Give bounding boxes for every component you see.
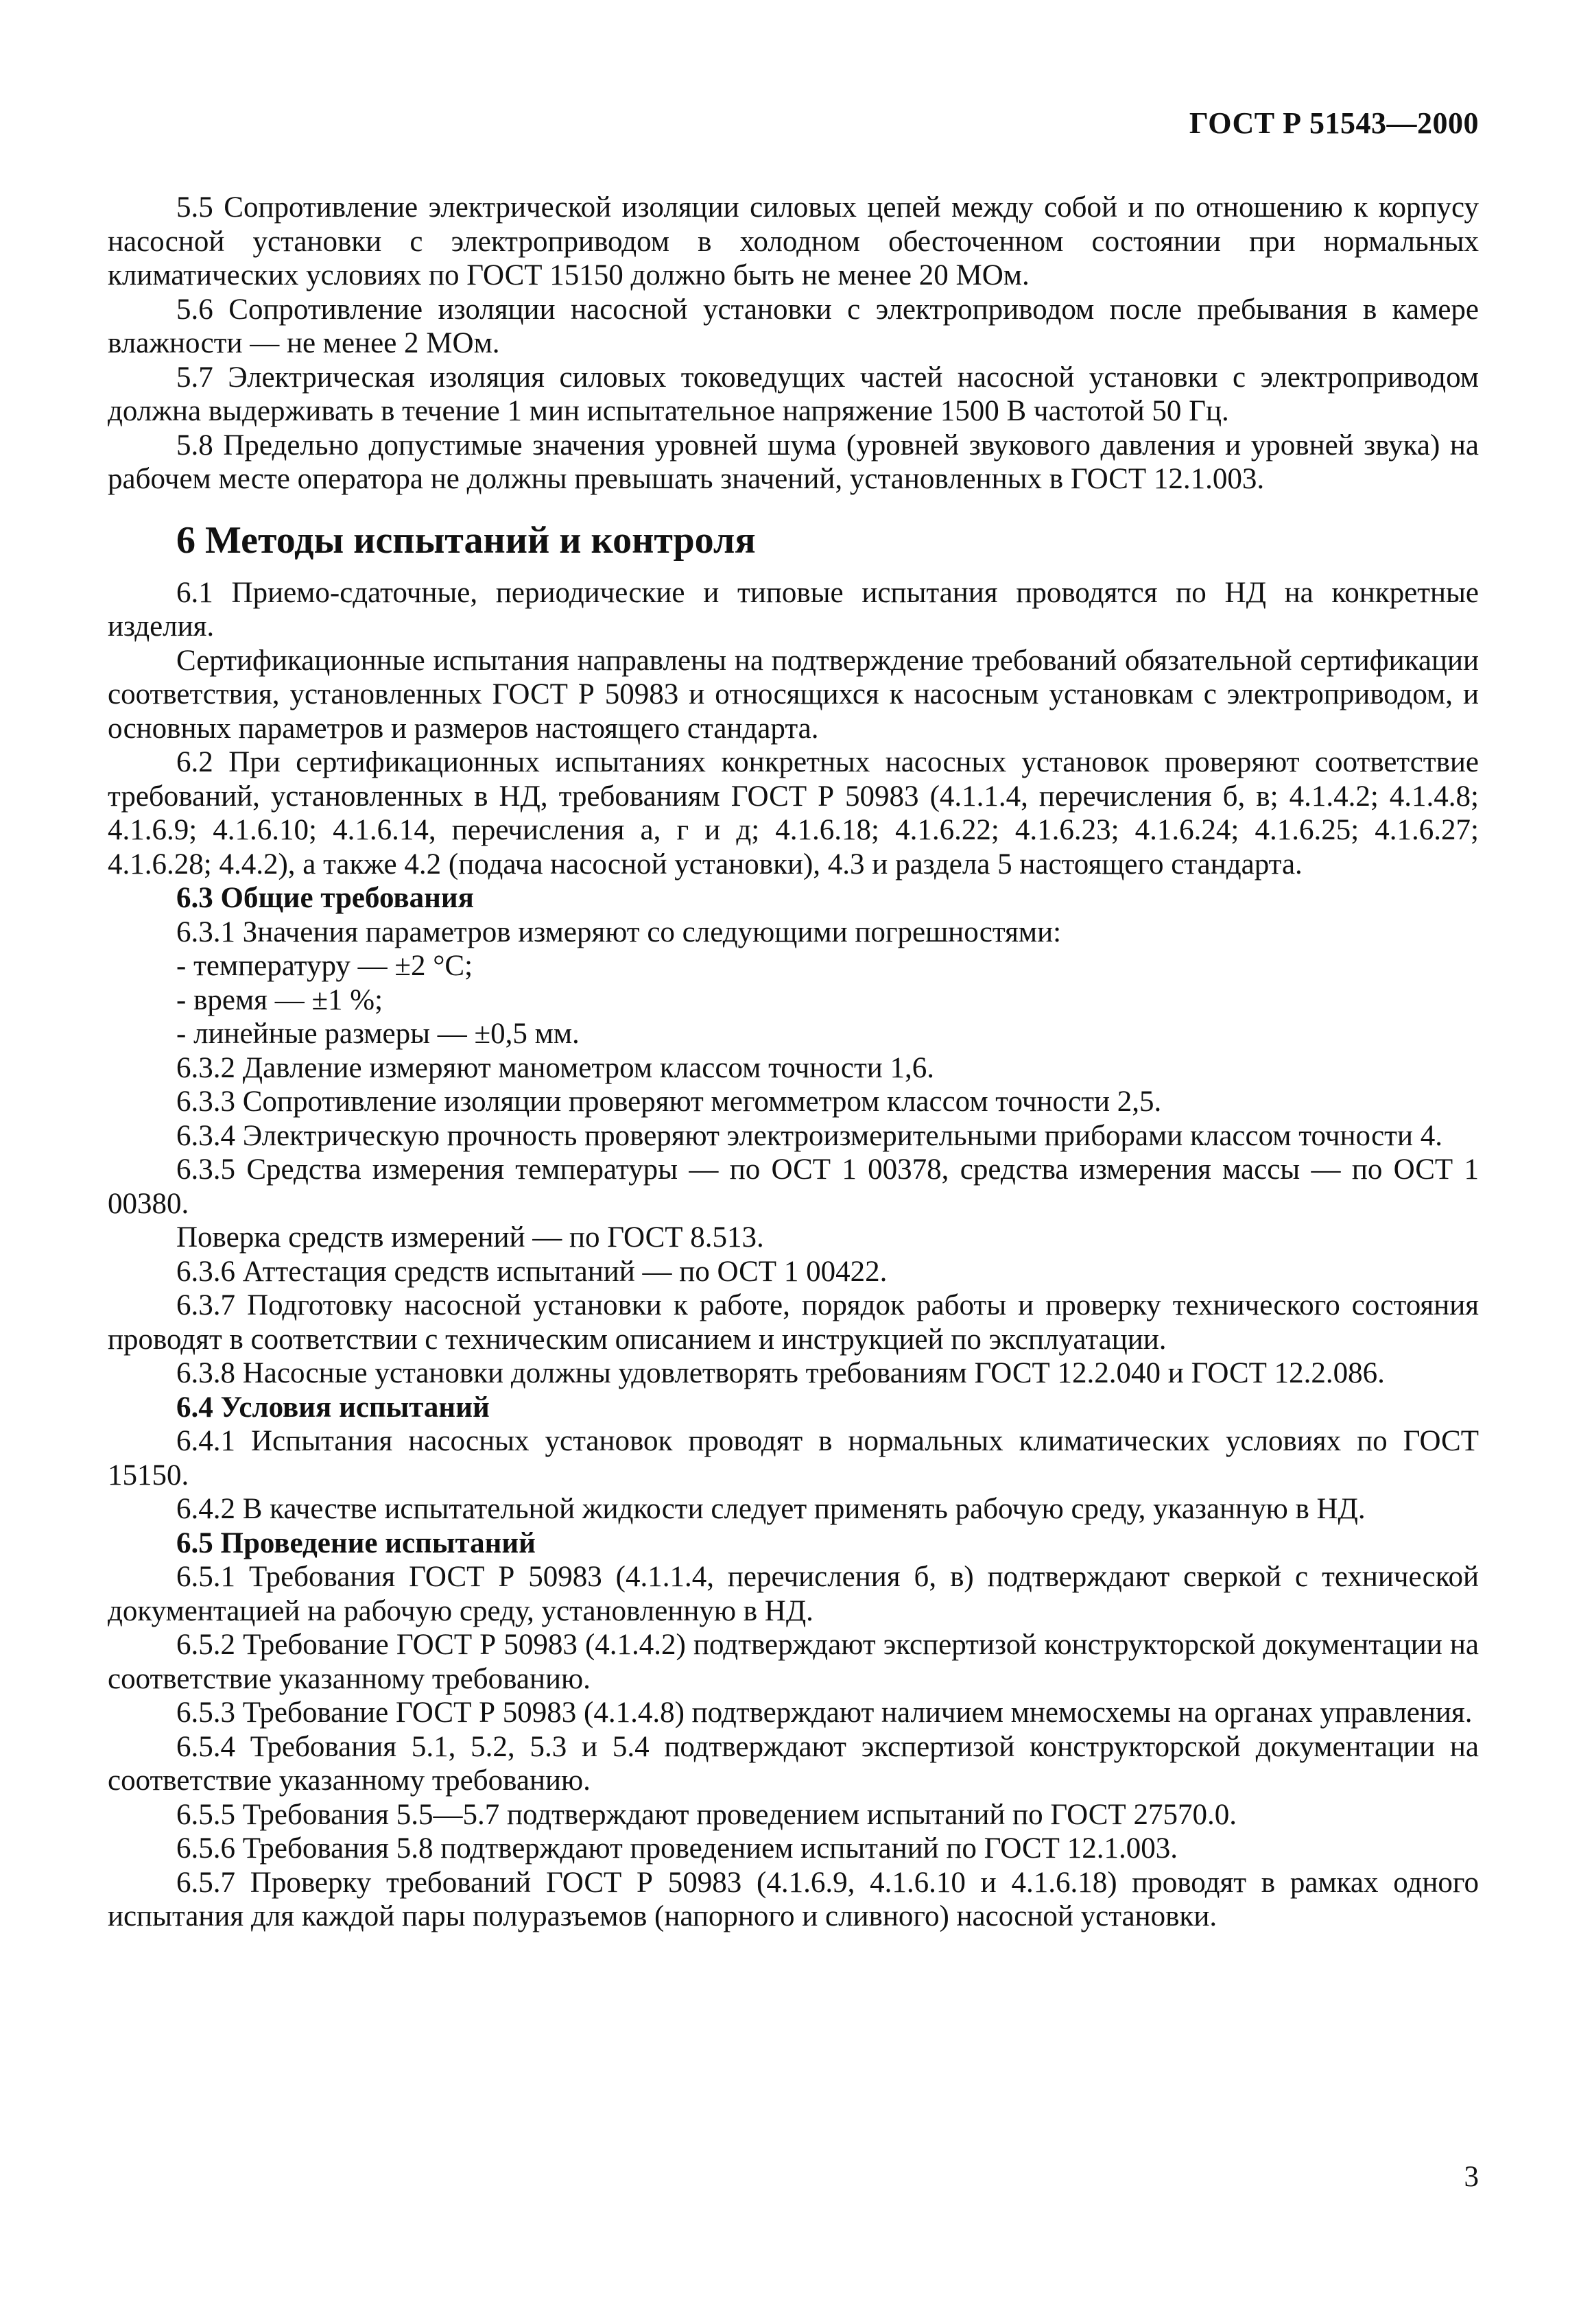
paragraph-6-4-1: 6.4.1 Испытания насосных установок проводят в нормальных климатических условиях по ГОСТ 15150. <box>108 1425 1479 1492</box>
paragraph-6-3-5: 6.3.5 Средства измерения температуры — по ОСТ 1 00378, средства измерения массы — по ОСТ 1 00380. <box>108 1153 1479 1220</box>
list-item-temperature: - температуру — ±2 °С; <box>176 950 473 982</box>
paragraph-6-5-7: 6.5.7 Проверку требований ГОСТ Р 50983 (4.1.6.9, 4.1.6.10 и 4.1.6.18) проводят в рамках одного испытания для каждой пары полуразъемов (напорного и сливного) насосной установки. <box>108 1866 1479 1932</box>
paragraph-6-3-3: 6.3.3 Сопротивление изоляции проверяют мегомметром классом точности 2,5. <box>176 1086 1162 1118</box>
paragraph-5-7: 5.7 Электрическая изоляция силовых токоведущих частей насосной установки с электроприводом должна выдерживать в течение 1 мин испытательное напряжение 1500 В частотой 50 Гц. <box>108 361 1479 427</box>
paragraph-6-3-5-verification: Поверка средств измерений — по ГОСТ 8.513. <box>176 1221 764 1254</box>
paragraph-6-1-certification: Сертификационные испытания направлены на подтверждение требований обязательной сертификации соответствия, установленных ГОСТ Р 50983 и относящихся к насосным установкам с электроприводом, и основных параметров и размеров настоящего стандарта. <box>108 644 1479 745</box>
paragraph-6-3-1: 6.3.1 Значения параметров измеряют со следующими погрешностями: <box>176 915 1062 948</box>
paragraph-6-5-6: 6.5.6 Требования 5.8 подтверждают проведением испытаний по ГОСТ 12.1.003. <box>176 1832 1178 1865</box>
page-number: 3 <box>1464 2161 1479 2193</box>
paragraph-6-5-2: 6.5.2 Требование ГОСТ Р 50983 (4.1.4.2) подтверждают экспертизой конструкторской документации на соответствие указанному требованию. <box>108 1629 1479 1695</box>
paragraph-6-5-4: 6.5.4 Требования 5.1, 5.2, 5.3 и 5.4 подтверждают экспертизой конструкторской документации на соответствие указанному требованию. <box>108 1730 1479 1797</box>
paragraph-6-5-1: 6.5.1 Требования ГОСТ Р 50983 (4.1.1.4, перечисления б, в) подтверждают сверкой с технической документацией на рабочую среду, установленную в НД. <box>108 1561 1479 1627</box>
paragraph-6-5-5: 6.5.5 Требования 5.5—5.7 подтверждают проведением испытаний по ГОСТ 27570.0. <box>176 1798 1237 1831</box>
subsection-6-4-heading: 6.4 Условия испытаний <box>176 1391 490 1424</box>
paragraph-6-1: 6.1 Приемо-сдаточные, периодические и типовые испытания проводятся по НД на конкретные изделия. <box>108 576 1479 643</box>
paragraph-5-5: 5.5 Сопротивление электрической изоляции силовых цепей между собой и по отношению к корпусу насосной установки с электроприводом в холодном обесточенном состоянии при нормальных климатических условиях по ГОСТ 15150 должно быть не менее 20 МОм. <box>108 191 1479 291</box>
subsection-6-3-heading: 6.3 Общие требования <box>176 882 474 914</box>
document-code-header: ГОСТ Р 51543—2000 <box>1189 106 1479 140</box>
paragraph-5-6: 5.6 Сопротивление изоляции насосной установки с электроприводом после пребывания в камере влажности — не менее 2 МОм. <box>108 293 1479 359</box>
paragraph-6-5-3: 6.5.3 Требование ГОСТ Р 50983 (4.1.4.8) подтверждают наличием мнемосхемы на органах управления. <box>176 1697 1473 1729</box>
paragraph-6-2: 6.2 При сертификационных испытаниях конкретных насосных установок проверяют соответствие требований, установленных в НД, требованиям ГОСТ Р 50983 (4.1.1.4, перечисления б, в; 4.1.4.2; 4.1.4.8; 4.1.6.9; 4.1.6.10; 4.1.6.14, перечисления а, г и д; 4.1.6.18; 4.1.6.22; 4.1.6.23; 4.1.6.24; 4.1.6.25; 4.1.6.27; 4.1.6.28; 4.4.2), а также 4.2 (подача насосной установки), 4.3 и раздела 5 настоящего стандарта. <box>108 746 1479 881</box>
document-page <box>108 103 1479 2297</box>
paragraph-6-3-2: 6.3.2 Давление измеряют манометром классом точности 1,6. <box>176 1051 935 1084</box>
paragraph-6-4-2: 6.4.2 В качестве испытательной жидкости следует применять рабочую среду, указанную в НД. <box>176 1493 1366 1525</box>
list-item-time: - время — ±1 %; <box>176 983 383 1016</box>
section-6-title: 6 Методы испытаний и контроля <box>176 518 756 562</box>
paragraph-6-3-7: 6.3.7 Подготовку насосной установки к работе, порядок работы и проверку технического состояния проводят в соответствии с техническим описанием и инструкцией по эксплуатации. <box>108 1289 1479 1356</box>
subsection-6-5-heading: 6.5 Проведение испытаний <box>176 1526 536 1559</box>
paragraph-6-3-8: 6.3.8 Насосные установки должны удовлетворять требованиям ГОСТ 12.2.040 и ГОСТ 12.2.086. <box>176 1357 1385 1389</box>
paragraph-6-3-4: 6.3.4 Электрическую прочность проверяют электроизмерительными приборами классом точности 4. <box>176 1119 1442 1152</box>
paragraph-6-3-6: 6.3.6 Аттестация средств испытаний — по ОСТ 1 00422. <box>176 1255 888 1288</box>
document-body <box>108 191 1479 1934</box>
paragraph-5-8: 5.8 Предельно допустимые значения уровней шума (уровней звукового давления и уровней звука) на рабочем месте оператора не должны превышать значений, установленных в ГОСТ 12.1.003. <box>108 429 1479 495</box>
list-item-linear-dimensions: - линейные размеры — ±0,5 мм. <box>176 1018 580 1050</box>
